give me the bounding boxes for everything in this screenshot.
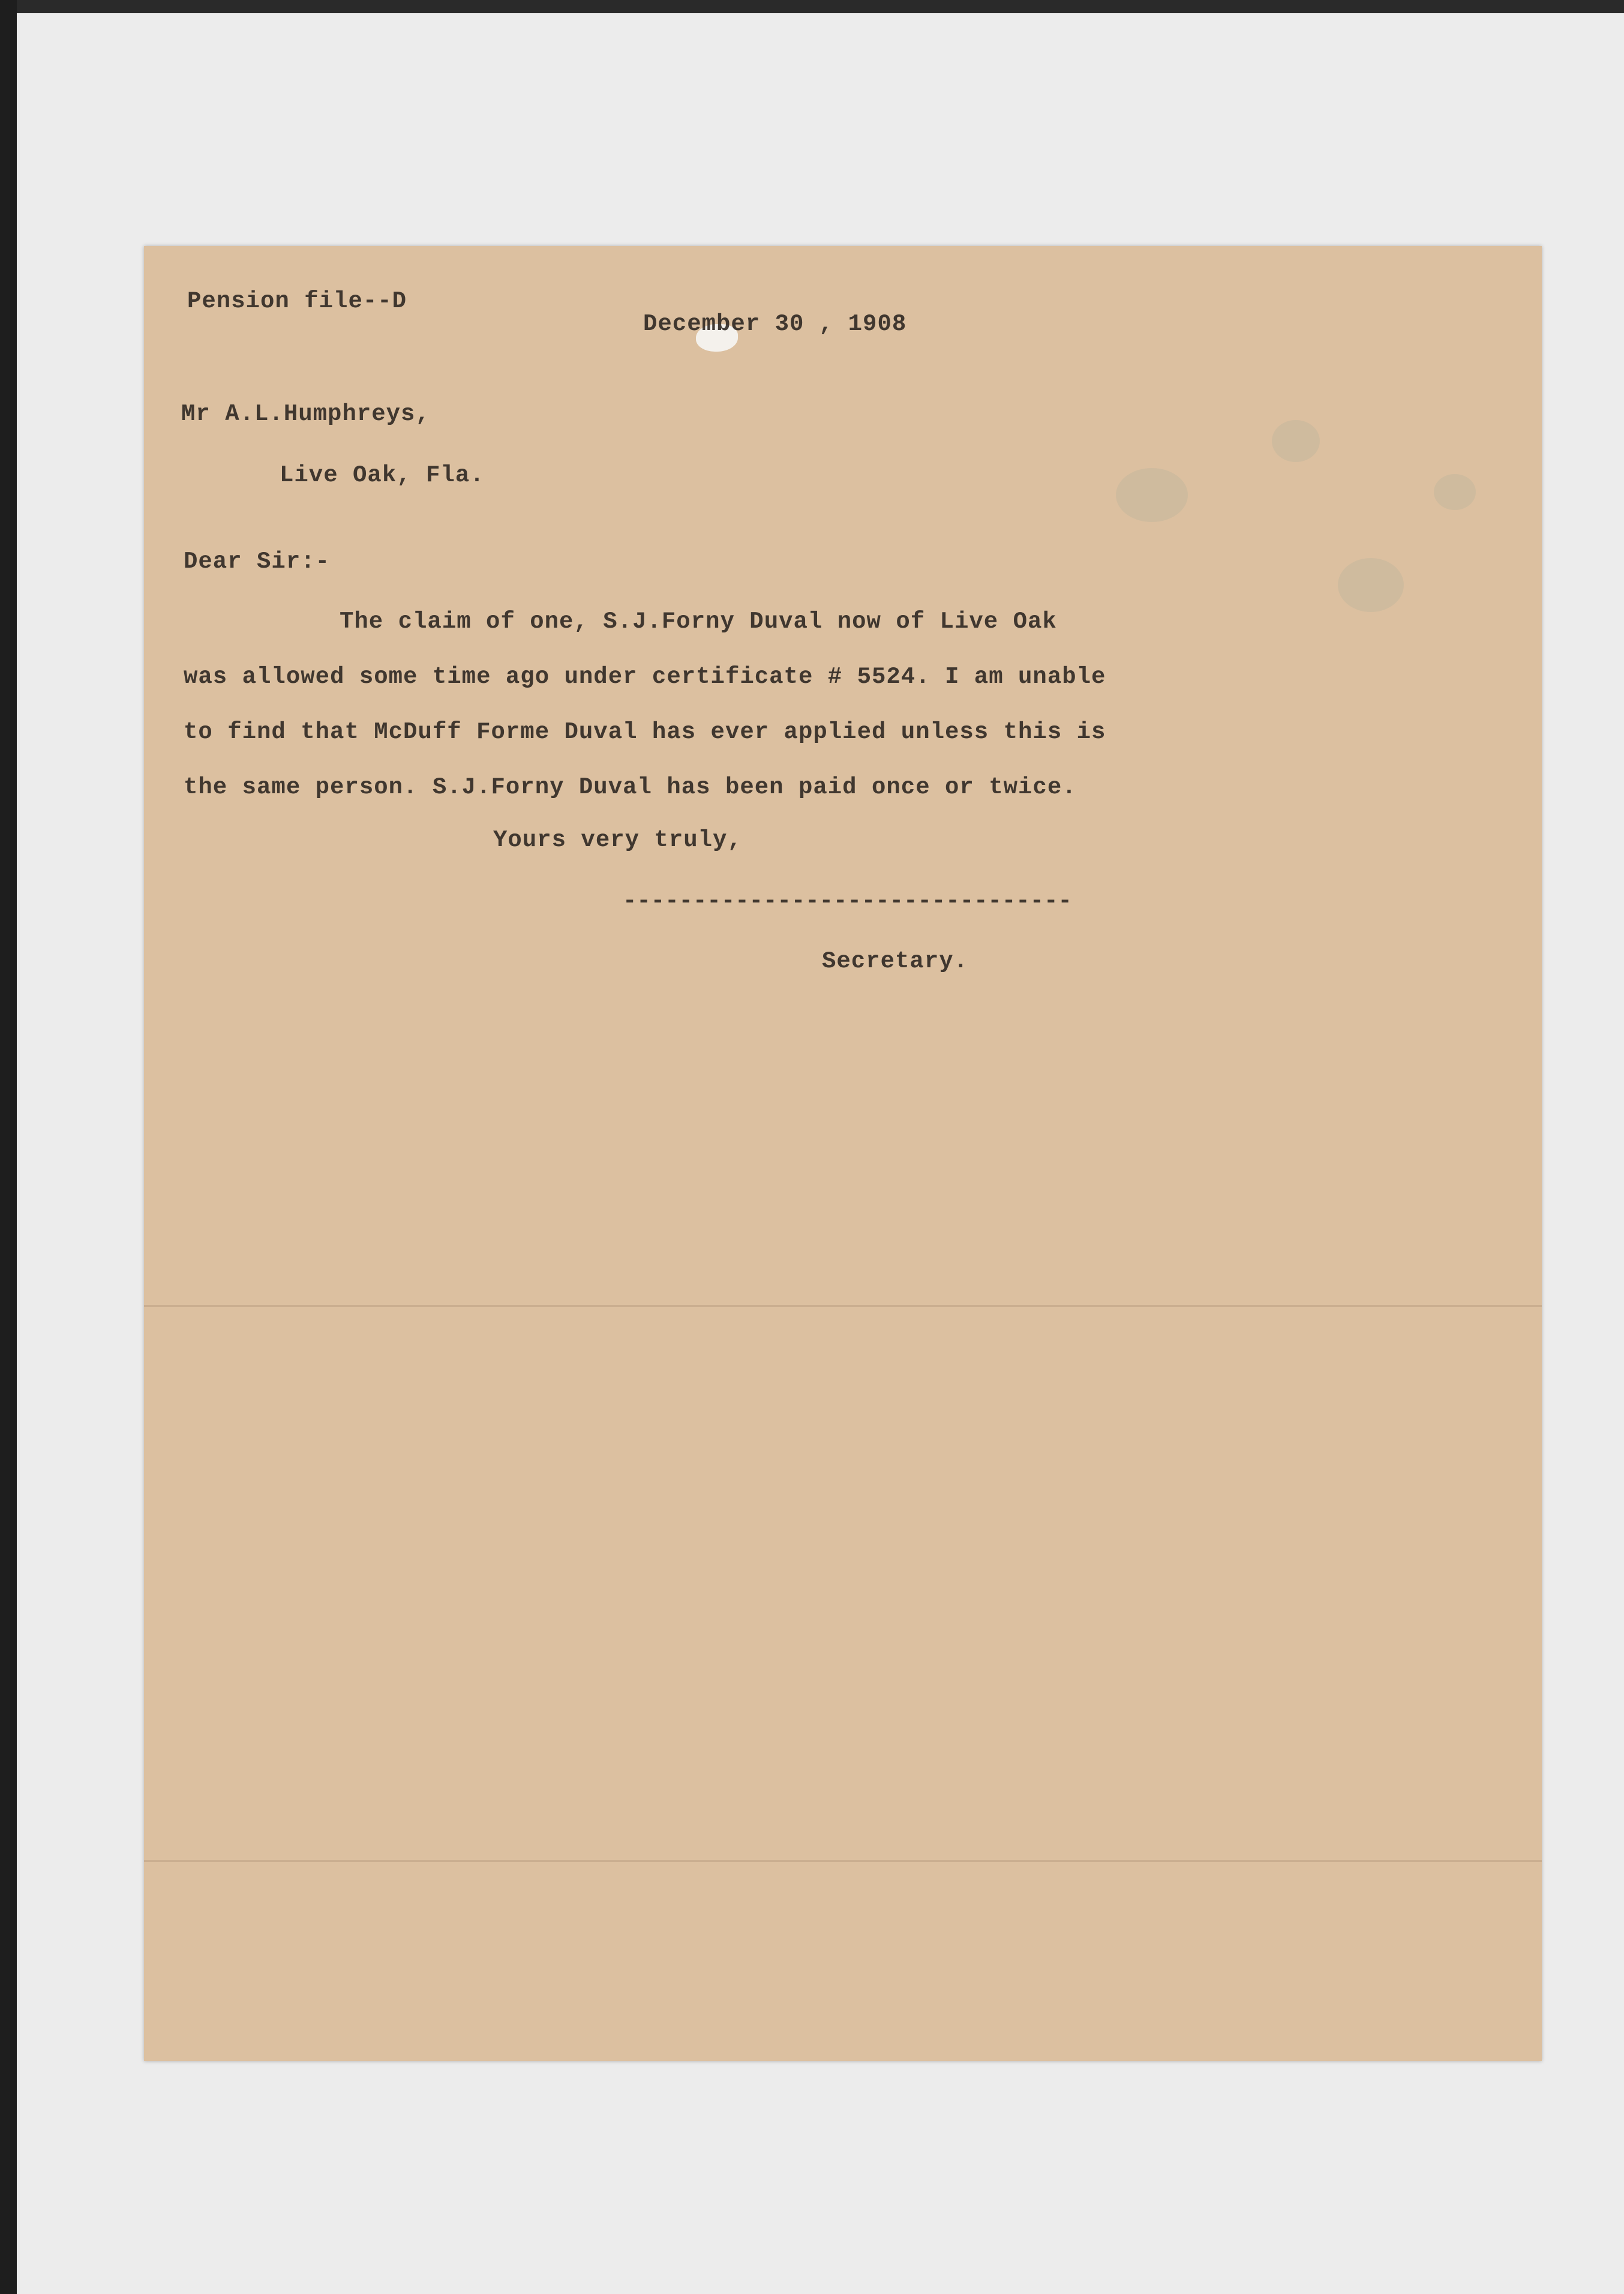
stain-mark <box>1272 420 1320 462</box>
body-line-2: was allowed some time ago under certificate # 5524. I am unable <box>184 664 1106 690</box>
scan-border-left <box>0 0 17 2294</box>
body-line-1: The claim of one, S.J.Forny Duval now of Live Oak <box>340 608 1057 635</box>
scan-border-top <box>0 0 1624 13</box>
stain-mark <box>1116 468 1188 522</box>
fold-crease <box>144 1860 1542 1862</box>
fold-crease <box>144 1305 1542 1307</box>
stain-mark <box>1338 558 1404 612</box>
addressee-name: Mr A.L.Humphreys, <box>181 401 430 427</box>
letter-date: December 30 , 1908 <box>643 311 907 337</box>
body-line-4: the same person. S.J.Forny Duval has been paid once or twice. <box>184 774 1077 800</box>
body-line-3: to find that McDuff Forme Duval has ever applied unless this is <box>184 719 1106 745</box>
signature-title: Secretary. <box>822 948 969 974</box>
letter-page <box>144 246 1542 2061</box>
addressee-city: Live Oak, Fla. <box>280 462 485 488</box>
closing: Yours very truly, <box>493 827 742 853</box>
signature-line: -------------------------------- <box>623 888 1072 914</box>
stain-mark <box>1434 474 1476 510</box>
salutation: Dear Sir:- <box>184 548 331 575</box>
file-reference: Pension file--D <box>187 288 407 314</box>
